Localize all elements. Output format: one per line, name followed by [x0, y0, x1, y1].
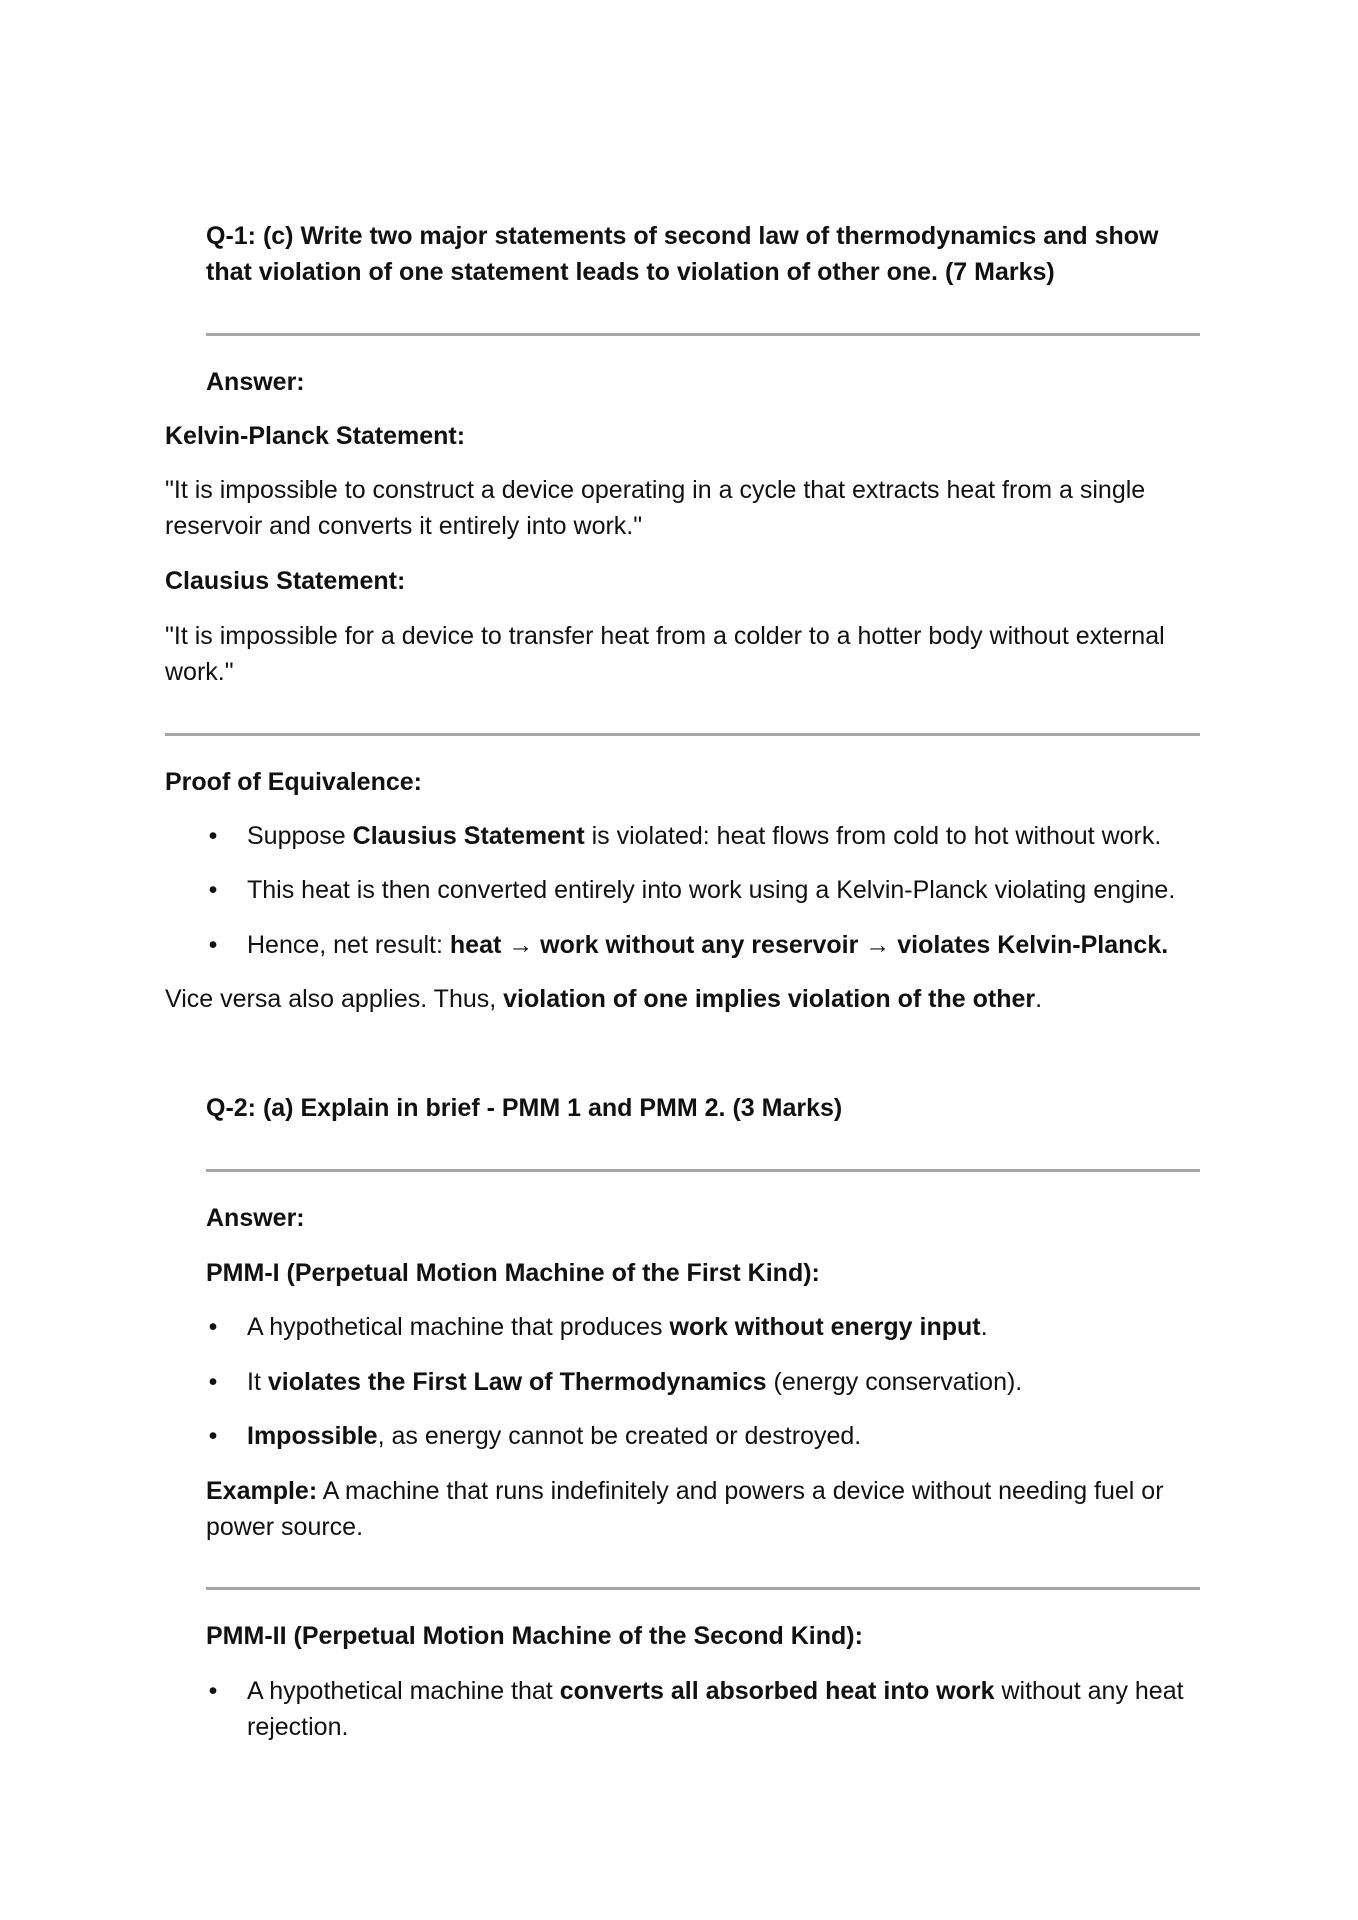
divider	[165, 733, 1200, 736]
bullet-icon: •	[208, 931, 218, 959]
kelvin-planck-heading: Kelvin-Planck Statement:	[165, 422, 466, 450]
clausius-heading: Clausius Statement:	[165, 567, 406, 595]
bullet-icon: •	[208, 822, 218, 850]
bullet-icon: •	[208, 1368, 218, 1396]
clausius-text: "It is impossible for a device to transfer heat from a colder to a hotter body without external work."	[165, 622, 1165, 686]
list-item-text: This heat is then converted entirely into work using a Kelvin-Planck violating engine.	[247, 876, 1176, 904]
list-item-text: Suppose Clausius Statement is violated: heat flows from cold to hot without work.	[247, 822, 1162, 850]
kelvin-planck-text: "It is impossible to construct a device operating in a cycle that extracts heat from a single reservoir and converts it entirely into work."	[165, 476, 1146, 540]
list-item-text: A hypothetical machine that produces work without energy input.	[247, 1313, 988, 1341]
divider	[206, 1587, 1200, 1590]
q1-conclusion: Vice versa also applies. Thus, violation of one implies violation of the other.	[165, 985, 1043, 1013]
list-item-text: Hence, net result: heat → work without any reservoir → violates Kelvin-Planck.	[247, 931, 1169, 959]
divider	[206, 333, 1200, 336]
list-item-text: Impossible, as energy cannot be created or destroyed.	[247, 1422, 862, 1450]
list-item-text: A hypothetical machine that converts all absorbed heat into work without any heat rejection.	[247, 1677, 1184, 1741]
list-item-text: It violates the First Law of Thermodynamics (energy conservation).	[247, 1368, 1023, 1396]
bullet-icon: •	[208, 1422, 218, 1450]
q2-question: Q-2: (a) Explain in brief - PMM 1 and PMM 2. (3 Marks)	[206, 1094, 843, 1122]
q1-question: Q-1: (c) Write two major statements of second law of thermodynamics and show that violation of one statement leads to violation of other one. (7 Marks)	[206, 222, 1159, 286]
q2-answer-label: Answer:	[206, 1204, 305, 1232]
proof-heading: Proof of Equivalence:	[165, 768, 422, 796]
bullet-icon: •	[208, 876, 218, 904]
bullet-icon: •	[208, 1677, 218, 1705]
pmm1-heading: PMM-I (Perpetual Motion Machine of the First Kind):	[206, 1259, 820, 1287]
bullet-icon: •	[208, 1313, 218, 1341]
pmm2-heading: PMM-II (Perpetual Motion Machine of the Second Kind):	[206, 1622, 863, 1650]
pmm1-example: Example: A machine that runs indefinitely and powers a device without needing fuel or power source.	[206, 1477, 1164, 1541]
q1-answer-label: Answer:	[206, 368, 305, 396]
divider	[206, 1169, 1200, 1172]
